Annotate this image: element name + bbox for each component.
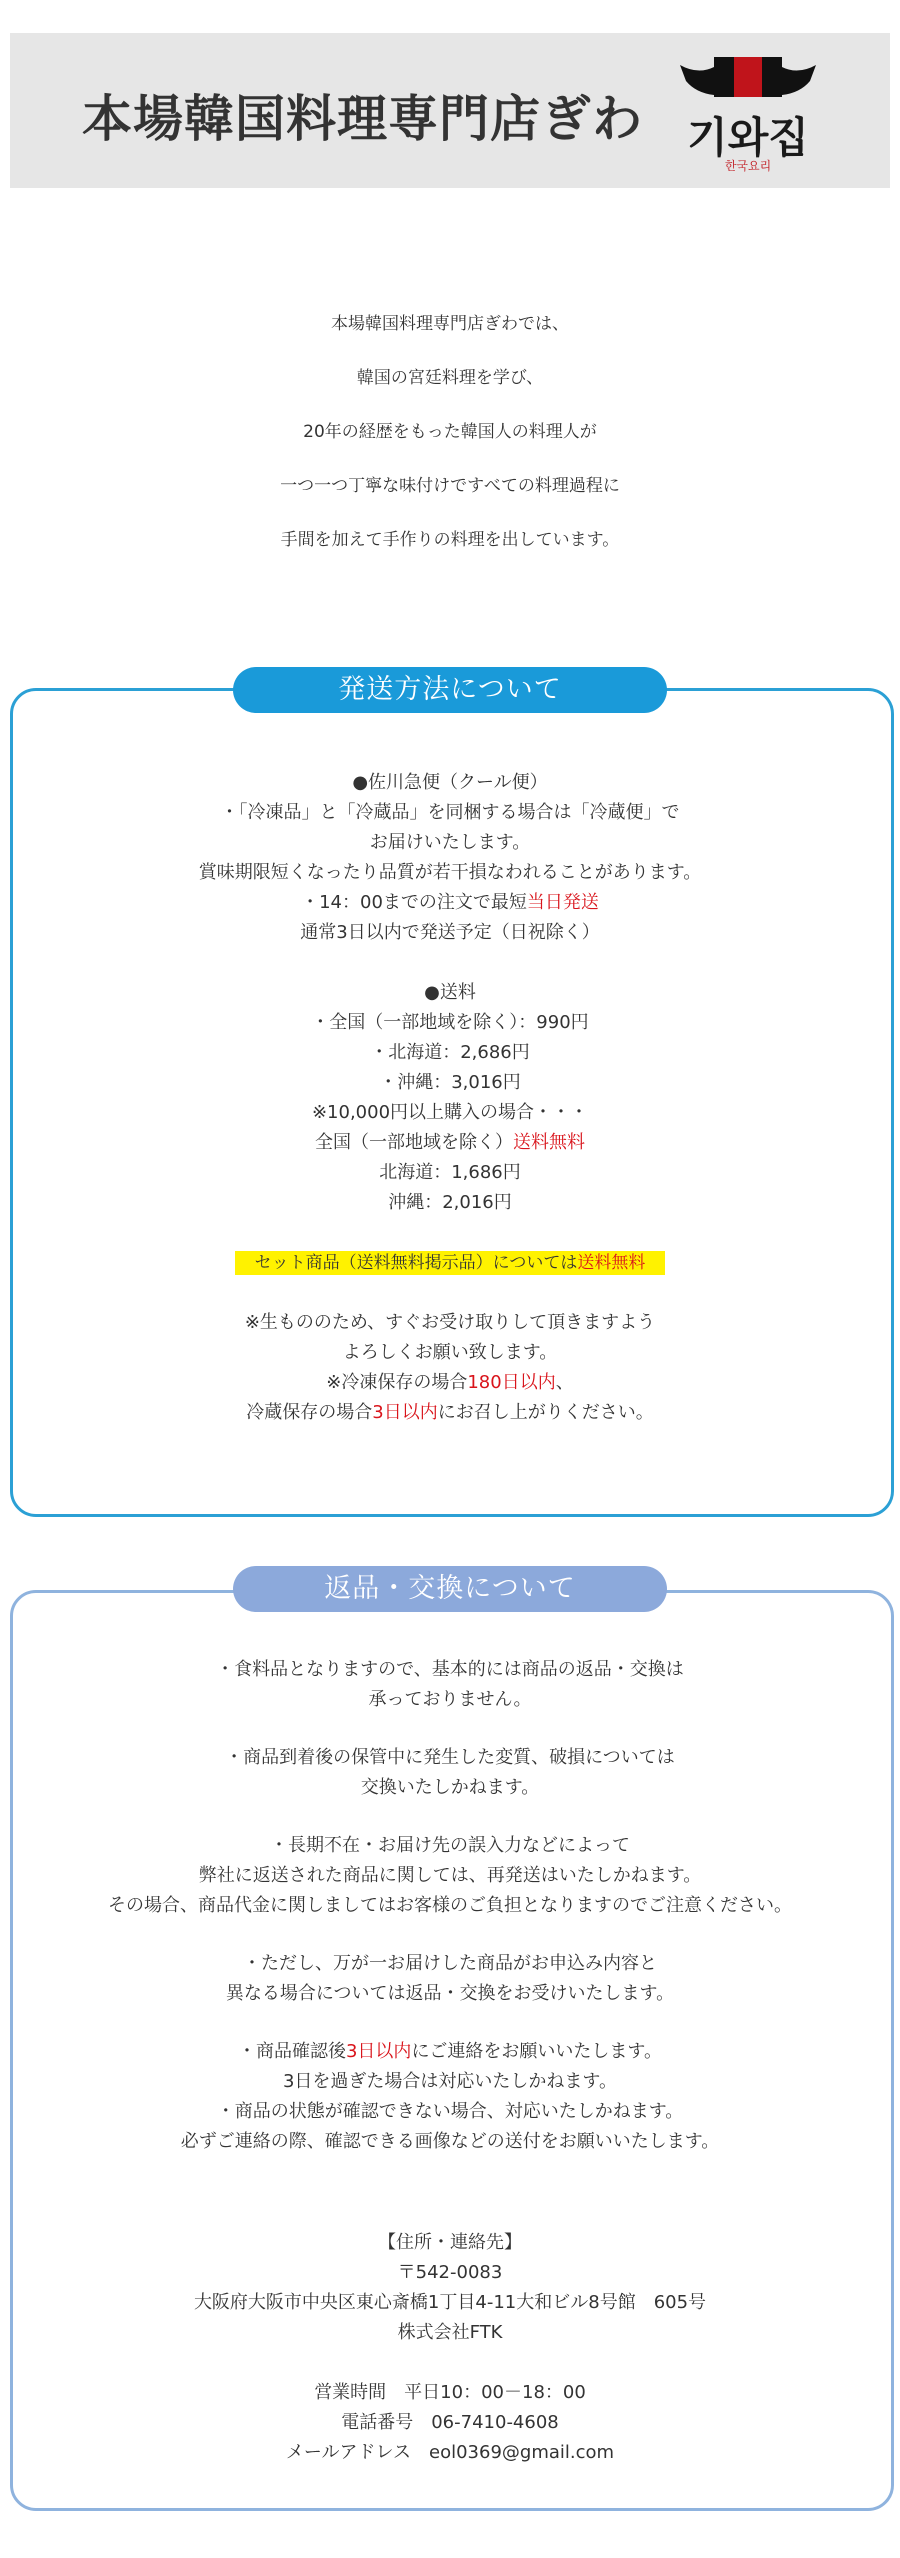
returns-line: 必ずご連絡の際、確認できる画像などの送付をお願いいたします。 <box>180 2131 720 2152</box>
fee-line: ・全国（一部地域を除く）：990円 <box>311 1012 589 1033</box>
returns-line: その場合、商品代金に関しましてはお客様のご負担となりますのでご注意ください。 <box>108 1895 792 1916</box>
frozen-note <box>0 1368 900 1398</box>
contact-heading: 【住所・連絡先】 <box>378 2232 522 2253</box>
free-shipping-line <box>0 1128 900 1158</box>
chilled-suffix: にお召し上がりください。 <box>437 1402 654 1423</box>
chilled-period: 3日以内 <box>372 1402 438 1423</box>
address: 大阪府大阪市中央区東心斎橋1丁目4-11大和ビル8号館 605号 <box>193 2292 707 2313</box>
set-product-highlight <box>235 1251 666 1275</box>
carrier-line: 賞味期限短くなったり品質が若干損なわれることがあります。 <box>198 862 702 883</box>
logo-subtitle: 한국요리 <box>724 159 772 173</box>
fee-line: 沖縄：2,016円 <box>388 1192 512 1213</box>
intro-line: 一つ一つ丁寧な味付けですべての料理過程に <box>280 476 620 496</box>
returns-deadline-suffix: にご連絡をお願いいたします。 <box>411 2041 662 2062</box>
returns-line: ・ただし、万が一お届けした商品がお申込み内容と <box>243 1953 657 1974</box>
returns-line: ・商品到着後の保管中に発生した変質、破損については <box>225 1747 675 1768</box>
logo-wordmark: 기와집 <box>687 113 809 162</box>
fresh-note: ※生もののため、すぐお受け取りして頂きますよう <box>244 1312 656 1333</box>
shipping-schedule: 通常3日以内で発送予定（日祝除く） <box>300 922 600 943</box>
postal-code: 〒542-0083 <box>397 2262 503 2283</box>
company-name: 株式会社FTK <box>397 2322 503 2343</box>
shop-logo <box>678 53 818 178</box>
returns-line: 交換いたしかねます。 <box>360 1777 540 1798</box>
header-banner <box>10 33 890 188</box>
intro-line: 20年の経歴をもった韓国人の料理人が <box>303 422 597 442</box>
returns-line: ・商品の状態が確認できない場合、対応いたしかねます。 <box>216 2101 684 2122</box>
order-deadline <box>0 888 900 918</box>
returns-section-tab: 返品・交換について <box>233 1566 667 1612</box>
returns-deadline <box>0 2037 900 2067</box>
frozen-suffix: 、 <box>555 1372 574 1393</box>
set-product-emphasis: 送料無料 <box>577 1253 646 1273</box>
fee-line: ・北海道：2,686円 <box>370 1042 530 1063</box>
free-shipping-emphasis: 送料無料 <box>513 1132 585 1153</box>
returns-line: 異なる場合については返品・交換をお受けいたします。 <box>225 1983 675 2004</box>
set-product-note <box>0 1248 900 1278</box>
returns-line: ・食料品となりますので、基本的には商品の返品・交換は <box>216 1659 684 1680</box>
set-product-text: セット商品（送料無料掲示品）については <box>254 1253 578 1273</box>
free-shipping-text: 全国（一部地域を除く） <box>315 1132 513 1153</box>
over-threshold: ※10,000円以上購入の場合・・・ <box>311 1102 589 1123</box>
intro-line: 本場韓国料理専門店ぎわでは、 <box>331 314 569 334</box>
carrier-line: お届けいたします。 <box>369 832 531 853</box>
fee-line: ・沖縄：3,016円 <box>379 1072 521 1093</box>
email-address: メールアドレス eol0369@gmail.com <box>285 2442 615 2463</box>
carrier-heading: ●佐川急便（クール便） <box>352 772 548 793</box>
shipping-section-tab: 発送方法について <box>233 667 667 713</box>
intro-line: 手間を加えて手作りの料理を出しています。 <box>280 530 620 550</box>
shipping-content <box>0 768 900 1428</box>
returns-deadline-period: 3日以内 <box>345 2041 412 2062</box>
chilled-text: 冷蔵保存の場合 <box>246 1402 373 1423</box>
frozen-text: ※冷凍保存の場合 <box>326 1372 468 1393</box>
returns-line: 3日を過ぎた場合は対応いたしかねます。 <box>282 2071 617 2092</box>
fresh-note: よろしくお願い致します。 <box>342 1342 558 1363</box>
roof-icon <box>678 53 818 113</box>
fee-line: 北海道：1,686円 <box>379 1162 521 1183</box>
business-hours: 営業時間 平日10：00－18：00 <box>314 2382 586 2403</box>
intro-text <box>0 297 900 567</box>
carrier-line: ・「冷凍品」と「冷蔵品」を同梱する場合は「冷蔵便」で <box>220 802 680 823</box>
returns-deadline-text: ・商品確認後 <box>237 2041 346 2062</box>
page-title: 本場韓国料理専門店ぎわ <box>82 90 643 148</box>
returns-content <box>0 1655 900 2157</box>
phone-number: 電話番号 06-7410-4608 <box>341 2412 559 2433</box>
order-deadline-text: ・14：00までの注文で最短 <box>301 892 527 913</box>
chilled-note <box>0 1398 900 1428</box>
same-day-shipping: 当日発送 <box>526 892 599 913</box>
frozen-period: 180日以内 <box>467 1372 556 1393</box>
intro-line: 韓国の宮廷料理を学び、 <box>356 368 544 388</box>
fee-heading: ●送料 <box>424 982 476 1003</box>
returns-line: 承っておりません。 <box>368 1689 532 1710</box>
returns-line: 弊社に返送された商品に関しては、再発送はいたしかねます。 <box>198 1865 702 1886</box>
returns-line: ・長期不在・お届け先の誤入力などによって <box>270 1835 630 1856</box>
contact-block <box>0 2228 900 2468</box>
